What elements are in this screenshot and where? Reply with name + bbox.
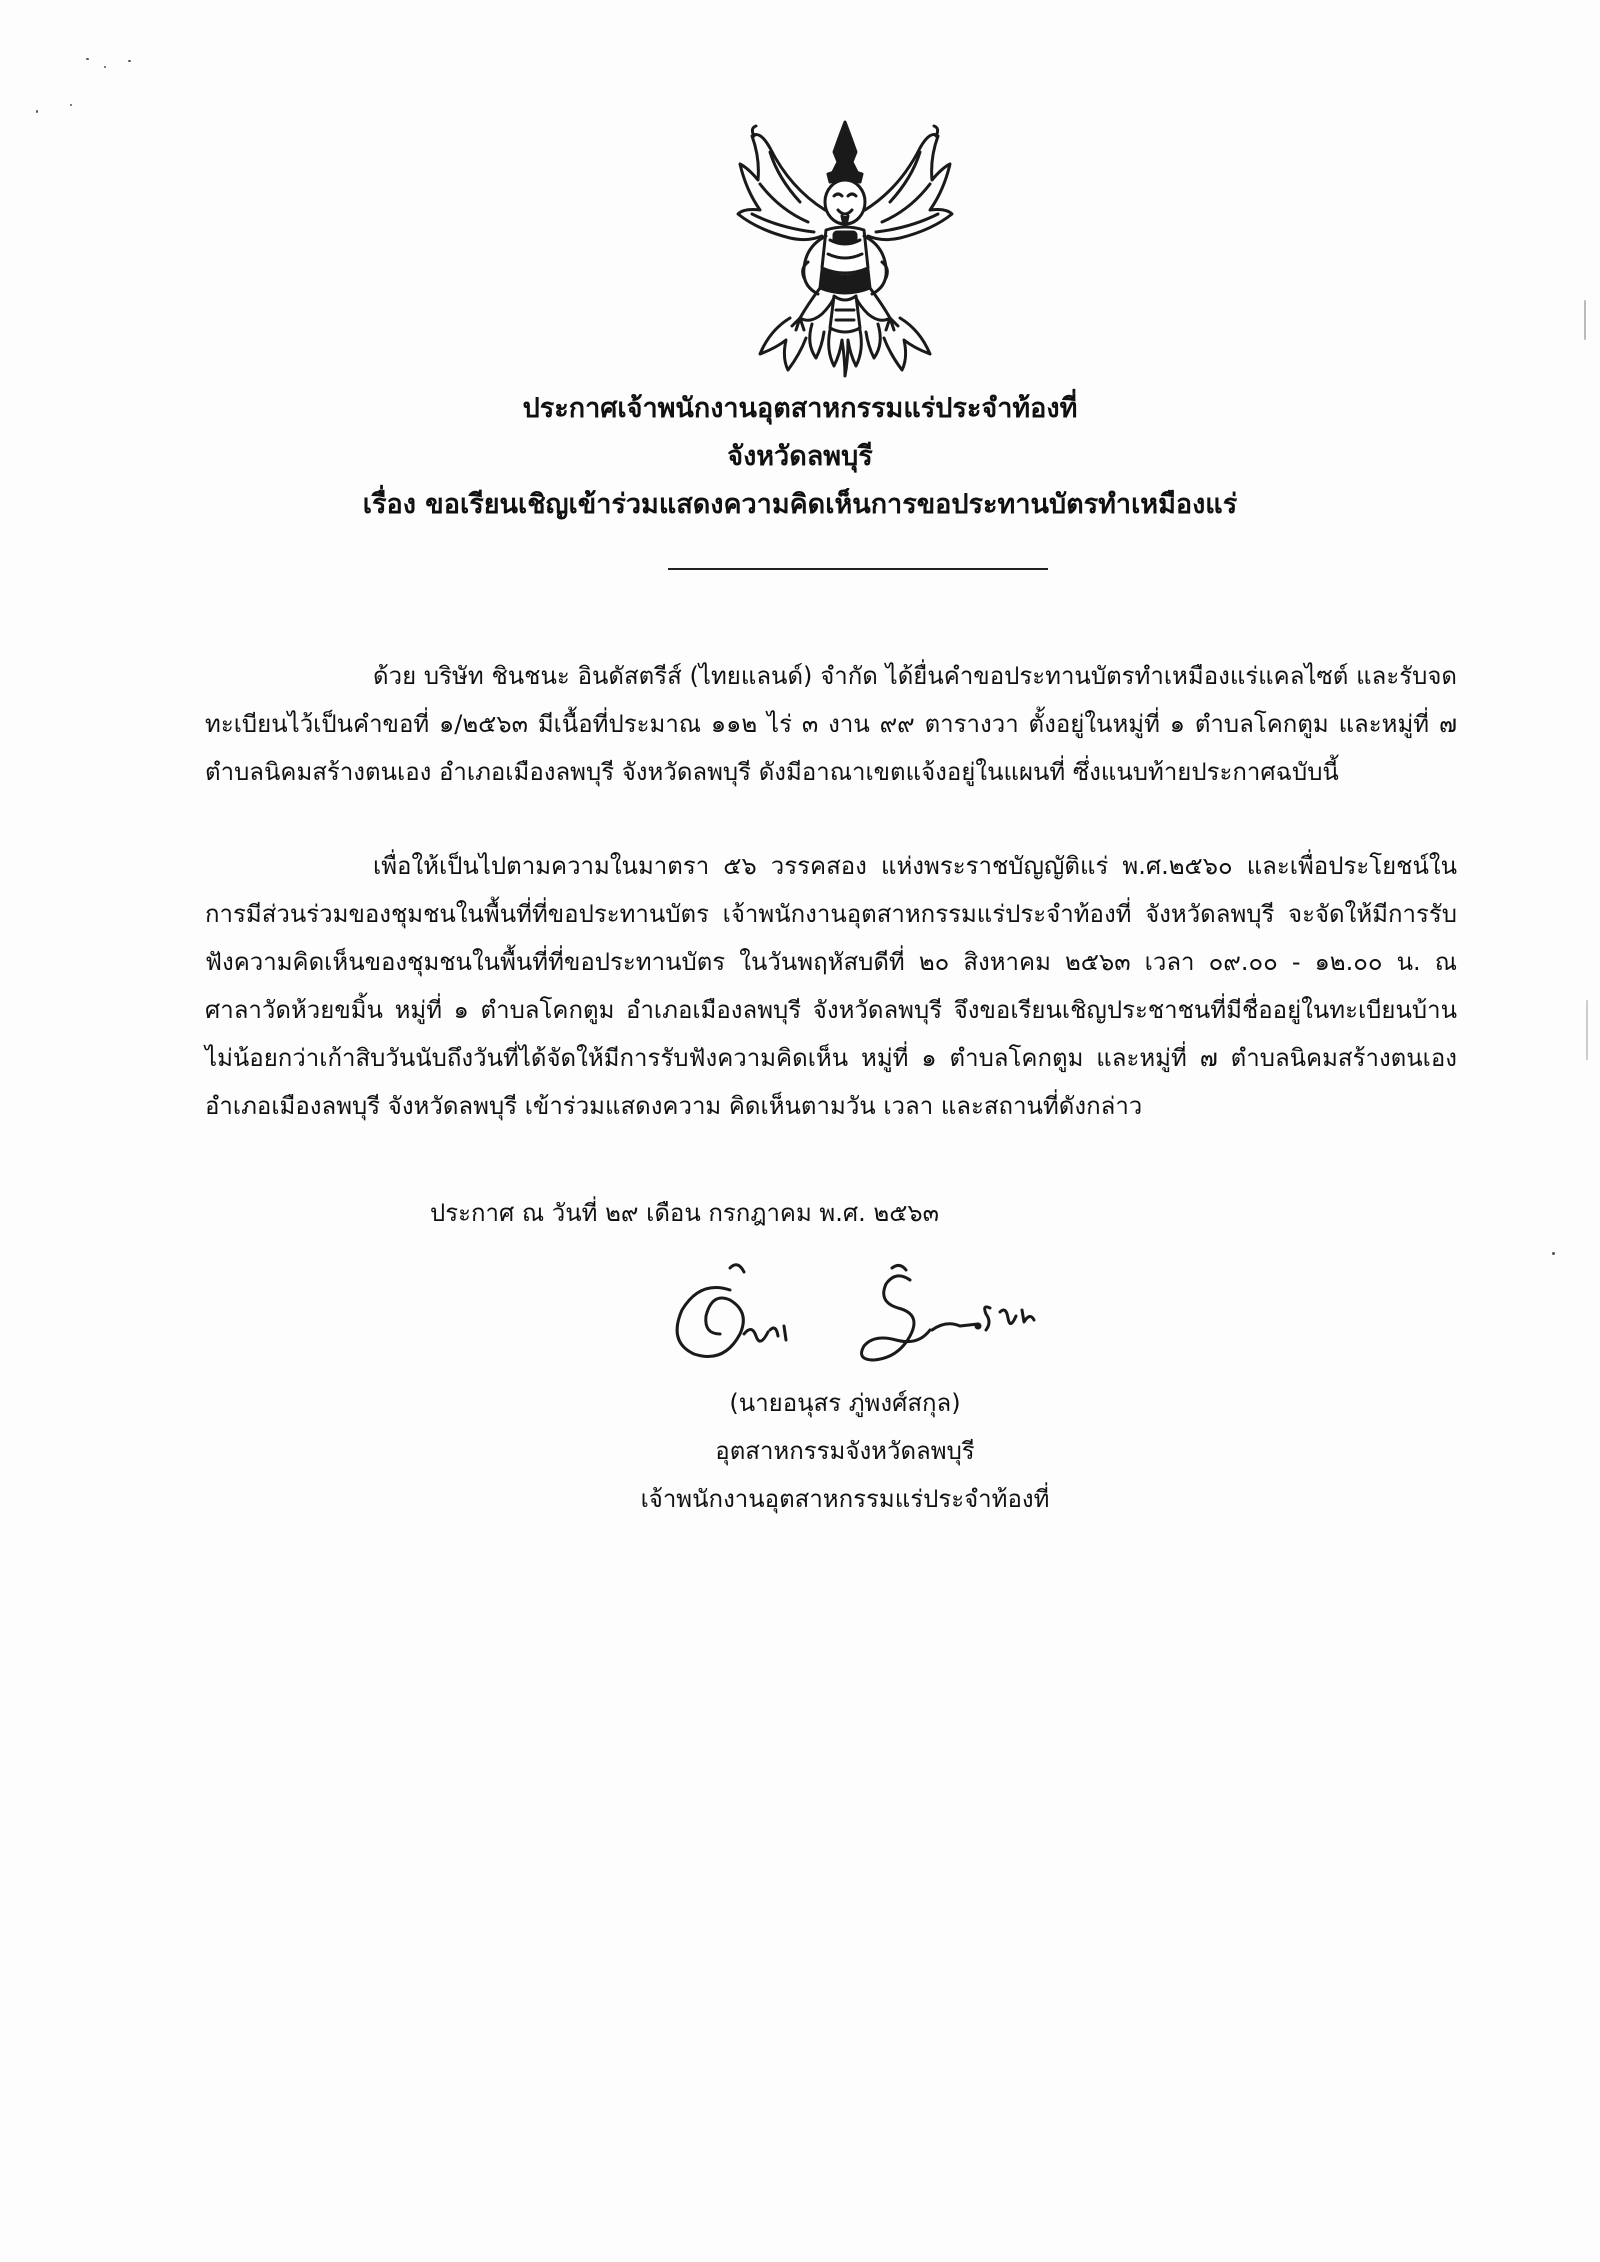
scan-speck — [104, 66, 106, 68]
body-paragraph-2: เพื่อให้เป็นไปตามความในมาตรา ๕๖ วรรคสอง แห่งพระราชบัญญัติแร่ พ.ศ.๒๕๖๐ และเพื่อประโยชน์ในการมีส่วนร่วมของชุมชนในพื้นที่ที่ขอประทานบัตร เจ้าพนักงานอุตสาหกรรมแร่ประจำท้องที่ จังหวัดลพบุรี จะจัดให้มีการรับฟังความคิดเห็นของชุมชนในพื้นที่ที่ขอประทานบัตร ในวันพฤหัสบดีที่ ๒๐ สิงหาคม ๒๕๖๓ เวลา ๐๙.๐๐ - ๑๒.๐๐ น. ณ ศาลาวัดห้วยขมิ้น หมู่ที่ ๑ ตำบลโคกตูม อำเภอเมืองลพบุรี จังหวัดลพบุรี จึงขอเรียนเชิญประชาชนที่มีชื่ออยู่ในทะเบียนบ้านไม่น้อยกว่าเก้าสิบวันนับถึงวันที่ได้จัดให้มีการรับฟังความคิดเห็น หมู่ที่ ๑ ตำบลโคกตูม และหมู่ที่ ๗ ตำบลนิคมสร้างตนเอง อำเภอเมืองลพบุรี จังหวัดลพบุรี เข้าร่วมแสดงความ คิดเห็นตามวัน เวลา และสถานที่ดังกล่าว — [205, 852, 1457, 1120]
scan-speck — [1552, 1252, 1555, 1255]
announcement-province: จังหวัดลพบุรี — [727, 441, 873, 472]
scan-speck — [86, 58, 89, 60]
announcement-date: ประกาศ ณ วันที่ ๒๙ เดือน กรกฎาคม พ.ศ. ๒๕๖๓ — [430, 1199, 939, 1227]
title-divider — [668, 568, 1048, 570]
signer-position: อุตสาหกรรมจังหวัดลพบุรี — [715, 1437, 975, 1465]
announcement-subject: เรื่อง ขอเรียนเชิญเข้าร่วมแสดงความคิดเห็นการขอประทานบัตรทำเหมืองแร่ — [362, 489, 1238, 520]
scan-speck — [36, 110, 38, 113]
signer-role: เจ้าพนักงานอุตสาหกรรมแร่ประจำท้องที่ — [640, 1485, 1050, 1513]
body-paragraph-1: ด้วย บริษัท ชินชนะ อินดัสตรีส์ (ไทยแลนด์) จำกัด ได้ยื่นคำขอประทานบัตรทำเหมืองแร่แคลไซต์ และรับจดทะเบียนไว้เป็นคำขอที่ ๑/๒๕๖๓ มีเนื้อที่ประมาณ ๑๑๒ ไร่ ๓ งาน ๙๙ ตารางวา ตั้งอยู่ในหมู่ที่ ๑ ตำบลโคกตูม และหมู่ที่ ๗ ตำบลนิคมสร้างตนเอง อำเภอเมืองลพบุรี จังหวัดลพบุรี ดังมีอาณาเขตแจ้งอยู่ในแผนที่ ซึ่งแนบท้ายประกาศฉบับนี้ — [205, 662, 1457, 786]
scan-speck — [1586, 1000, 1588, 1060]
scan-speck — [1584, 300, 1586, 340]
signer-name: (นายอนุสร ภู่พงศ์สกุล) — [729, 1389, 961, 1417]
scan-speck — [70, 104, 72, 106]
scan-speck — [128, 60, 131, 62]
announcement-title: ประกาศเจ้าพนักงานอุตสาหกรรมแร่ประจำท้องที่ — [522, 393, 1078, 424]
handwritten-signature — [660, 1250, 1080, 1380]
garuda-emblem-icon — [730, 118, 960, 380]
